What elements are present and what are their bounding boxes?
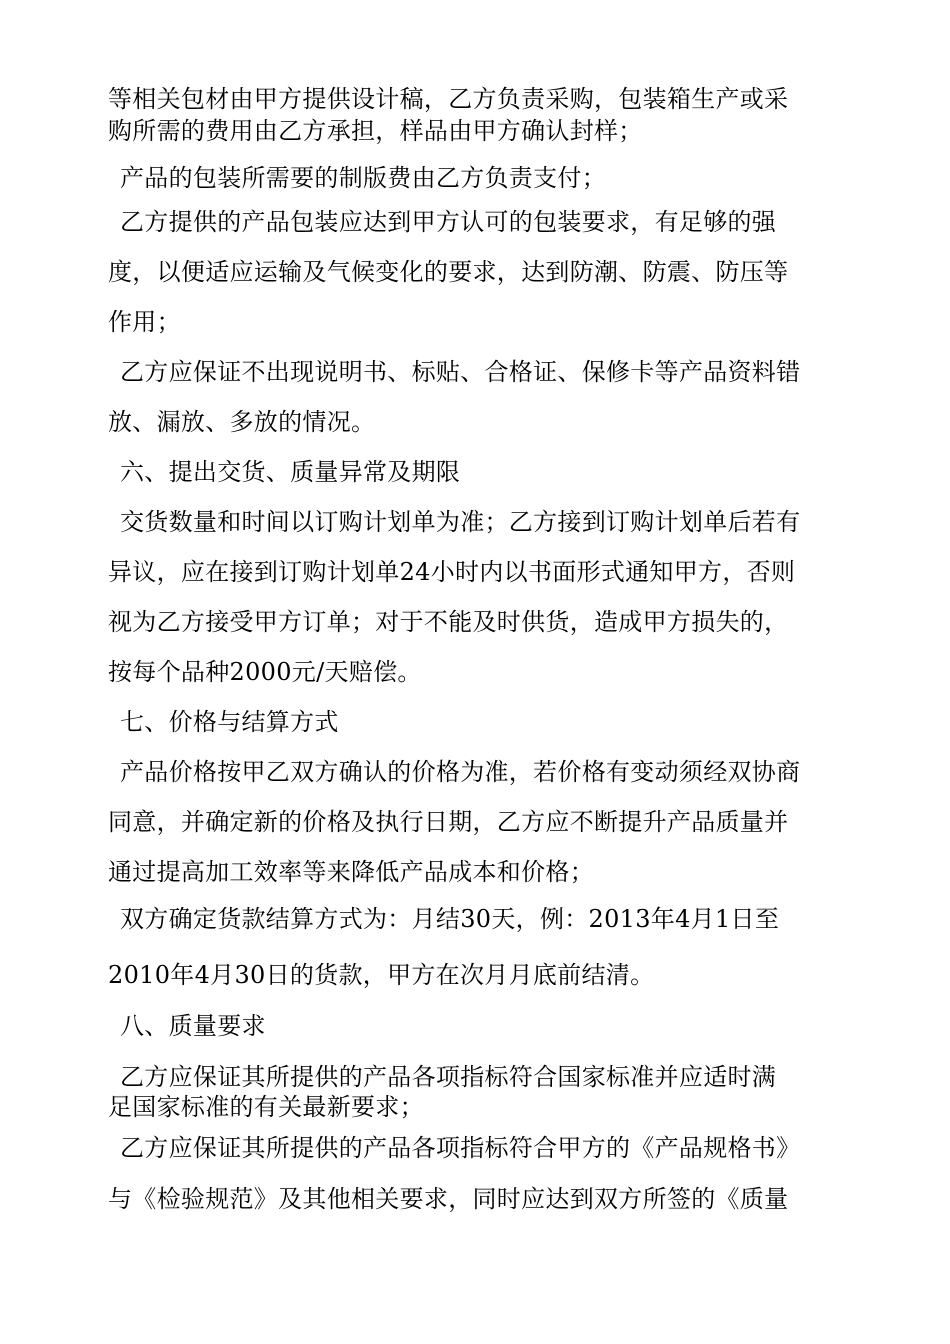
text-line: 度，以便适应运输及气候变化的要求，达到防潮、防震、防压等	[108, 258, 789, 286]
text-line: 与《检验规范》及其他相关要求，同时应达到双方所签的《质量	[108, 1185, 789, 1213]
text-line: 交货数量和时间以订购计划单为准；乙方接到订购计划单后若有	[120, 508, 801, 536]
text-line: 乙方应保证其所提供的产品各项指标符合甲方的《产品规格书》	[120, 1134, 801, 1162]
text-line: 异议，应在接到订购计划单24小时内以书面形式通知甲方，否则	[108, 558, 796, 586]
section-heading: 八、质量要求	[120, 1012, 266, 1040]
text-line: 产品的包装所需要的制版费由乙方负责支付；	[120, 164, 606, 192]
text-line: 等相关包材由甲方提供设计稿，乙方负责采购，包装箱生产或采	[108, 85, 789, 113]
text-line: 同意，并确定新的价格及执行日期，乙方应不断提升产品质量并	[108, 808, 789, 836]
section-heading: 六、提出交货、质量异常及期限	[120, 458, 461, 486]
section-heading: 七、价格与结算方式	[120, 708, 339, 736]
text-line: 放、漏放、多放的情况。	[108, 408, 376, 436]
text-line: 通过提高加工效率等来降低产品成本和价格；	[108, 858, 594, 886]
text-line: 足国家标准的有关最新要求；	[108, 1093, 424, 1121]
text-line: 2010年4月30日的货款，甲方在次月月底前结清。	[108, 961, 655, 989]
text-line: 作用；	[108, 308, 181, 336]
text-line: 按每个品种2000元/天赔偿。	[108, 658, 422, 686]
text-line: 乙方应保证其所提供的产品各项指标符合国家标准并应适时满	[120, 1063, 777, 1091]
text-line: 视为乙方接受甲方订单；对于不能及时供货，造成甲方损失的，	[108, 608, 789, 636]
text-line: 乙方提供的产品包装应达到甲方认可的包装要求，有足够的强	[120, 208, 777, 236]
text-line: 乙方应保证不出现说明书、标贴、合格证、保修卡等产品资料错	[120, 358, 801, 386]
text-line: 产品价格按甲乙双方确认的价格为准，若价格有变动须经双协商	[120, 758, 801, 786]
text-line: 购所需的费用由乙方承担，样品由甲方确认封样；	[108, 117, 643, 145]
text-line: 双方确定货款结算方式为：月结30天，例：2013年4月1日至	[120, 905, 780, 933]
